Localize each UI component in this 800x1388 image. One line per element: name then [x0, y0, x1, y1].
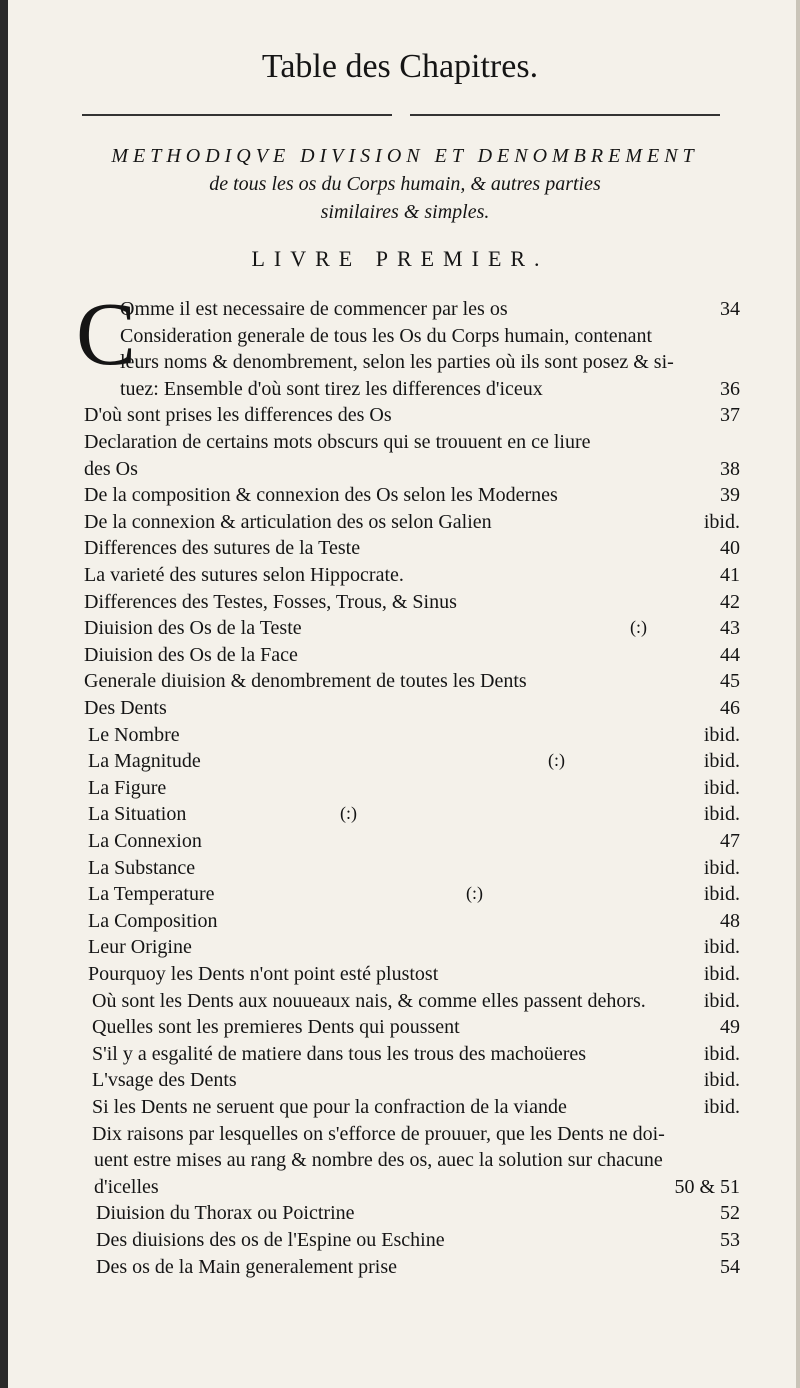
toc-page-number: ibid. [703, 856, 740, 879]
toc-page-number: 49 [720, 1016, 740, 1039]
toc-entry-line: Declaration de certains mots obscurs qui se trouuent en ce liure [84, 431, 591, 453]
toc-page-number: 34 [720, 298, 740, 320]
toc-page-number: ibid. [703, 510, 740, 533]
toc-entry-line: Des os de la Main generalement prise [96, 1255, 398, 1278]
toc-page-number: ibid. [703, 936, 740, 959]
toc-entry-line: La Substance [88, 856, 196, 879]
toc-entry-line: L'vsage des Dents [92, 1069, 237, 1092]
toc-entry-line: La Temperature [88, 883, 215, 906]
toc-entry-line: D'où sont prises les differences des Os [84, 404, 392, 427]
toc-page-number: ibid. [703, 963, 740, 985]
toc-entry-line: Pourquoy les Dents n'ont point esté plustost [88, 963, 439, 985]
toc-page-number: 43 [720, 617, 740, 640]
toc-page-number: ibid. [703, 1069, 740, 1092]
toc-page-number: ibid. [703, 803, 740, 826]
toc-page-number: 41 [720, 564, 740, 586]
toc-page-number: 47 [720, 830, 740, 852]
toc-entry-line: S'il y a esgalité de matiere dans tous les trous des machoüeres [92, 1042, 587, 1065]
toc-entry-line: La Connexion [88, 830, 202, 852]
subtitle-line-2: de tous les os du Corps humain, & autres parties [209, 173, 601, 195]
toc-entry-line: La varieté des sutures selon Hippocrate. [84, 564, 404, 586]
toc-entry-line: La Composition [88, 909, 218, 932]
page-right-edge [796, 0, 800, 1388]
toc-entry-line: Le Nombre [88, 723, 180, 746]
toc-entry-line: Leur Origine [88, 936, 192, 959]
toc-entry-line: La Figure [88, 776, 167, 799]
page-binding-edge [0, 0, 8, 1388]
toc-entry-line: Omme il est necessaire de commencer par les os [120, 298, 508, 320]
toc-entry-line: uent estre mises au rang & nombre des os, auec la solution sur chacune [94, 1149, 663, 1172]
toc-entry-line: des Os [84, 457, 138, 480]
book-heading: LIVRE PREMIER. [251, 246, 549, 271]
toc-entry-line: Si les Dents ne seruent que pour la confraction de la viande [92, 1096, 567, 1118]
toc-page-number: ibid. [703, 1042, 740, 1065]
toc-page-number: ibid. [703, 989, 740, 1012]
toc-entry-line: De la composition & connexion des Os selon les Modernes [84, 484, 558, 507]
toc-page-number: 52 [720, 1202, 740, 1225]
toc-page-number: ibid. [703, 750, 740, 773]
toc-entry-line: Diuision des Os de la Teste [84, 617, 302, 640]
toc-entry-line: leurs noms & denombrement, selon les parties où ils sont posez & si- [120, 351, 674, 374]
subtitle-line-1: METHODIQVE DIVISION ET DENOMBREMENT [111, 145, 699, 167]
toc-entry-line: Consideration generale de tous les Os du Corps humain, contenant [120, 324, 653, 347]
header-rule-left [82, 114, 392, 116]
ornament-mark: (:) [340, 803, 357, 824]
subtitle-line-3: similaires & simples. [320, 201, 490, 223]
toc-page-number: ibid. [703, 883, 740, 906]
toc-entry-line: Generale diuision & denombrement de toutes les Dents [84, 670, 527, 693]
toc-page-number: 54 [720, 1255, 740, 1278]
toc-page-number: 39 [720, 484, 740, 507]
toc-entry-line: Des diuisions des os de l'Espine ou Eschine [96, 1229, 445, 1251]
header-rule-right [410, 114, 720, 116]
running-head: Table des Chapitres. [261, 48, 539, 85]
toc-page-number: 36 [720, 377, 740, 400]
toc-page-number: ibid. [703, 1096, 740, 1118]
toc-page-number: 53 [720, 1229, 740, 1251]
toc-entry-line: Des Dents [84, 697, 167, 719]
toc-entry-line: Differences des sutures de la Teste [84, 537, 361, 560]
ornament-mark: (:) [548, 750, 565, 771]
toc-entry-line: d'icelles [94, 1175, 159, 1198]
toc-entry-line: La Magnitude [88, 750, 201, 773]
toc-entry-line: Quelles sont les premieres Dents qui poussent [92, 1016, 460, 1039]
drop-cap: C [76, 285, 137, 384]
toc-page-number: 45 [720, 670, 740, 693]
toc-page-number: 48 [720, 909, 740, 932]
toc-page-number: 42 [720, 590, 740, 613]
toc-page-number: 40 [720, 537, 740, 560]
ornament-mark: (:) [466, 883, 483, 904]
toc-page-number: 50 & 51 [674, 1175, 740, 1198]
toc-entry-line: tuez: Ensemble d'où sont tirez les differences d'iceux [120, 377, 543, 400]
toc-entry-line: De la connexion & articulation des os selon Galien [84, 510, 492, 533]
toc-entry-line: Où sont les Dents aux nouueaux nais, & comme elles passent dehors. [92, 989, 646, 1012]
toc-page-number: 46 [720, 697, 740, 719]
section-subtitle [70, 142, 740, 226]
toc-page-number: 44 [720, 643, 740, 666]
toc-page-number: 38 [720, 457, 740, 480]
toc-entry-line: La Situation [88, 803, 187, 826]
toc-page-number: ibid. [703, 776, 740, 799]
toc-page-number: ibid. [703, 723, 740, 746]
toc-page-number: 37 [720, 404, 740, 427]
toc-entry-line: Dix raisons par lesquelles on s'efforce de prouuer, que les Dents ne doi- [92, 1122, 665, 1145]
toc-entry-line: Diuision des Os de la Face [84, 643, 298, 666]
toc-entry-line: Differences des Testes, Fosses, Trous, & Sinus [84, 590, 457, 613]
ornament-mark: (:) [630, 617, 647, 638]
toc-entry-line: Diuision du Thorax ou Poictrine [96, 1202, 355, 1225]
